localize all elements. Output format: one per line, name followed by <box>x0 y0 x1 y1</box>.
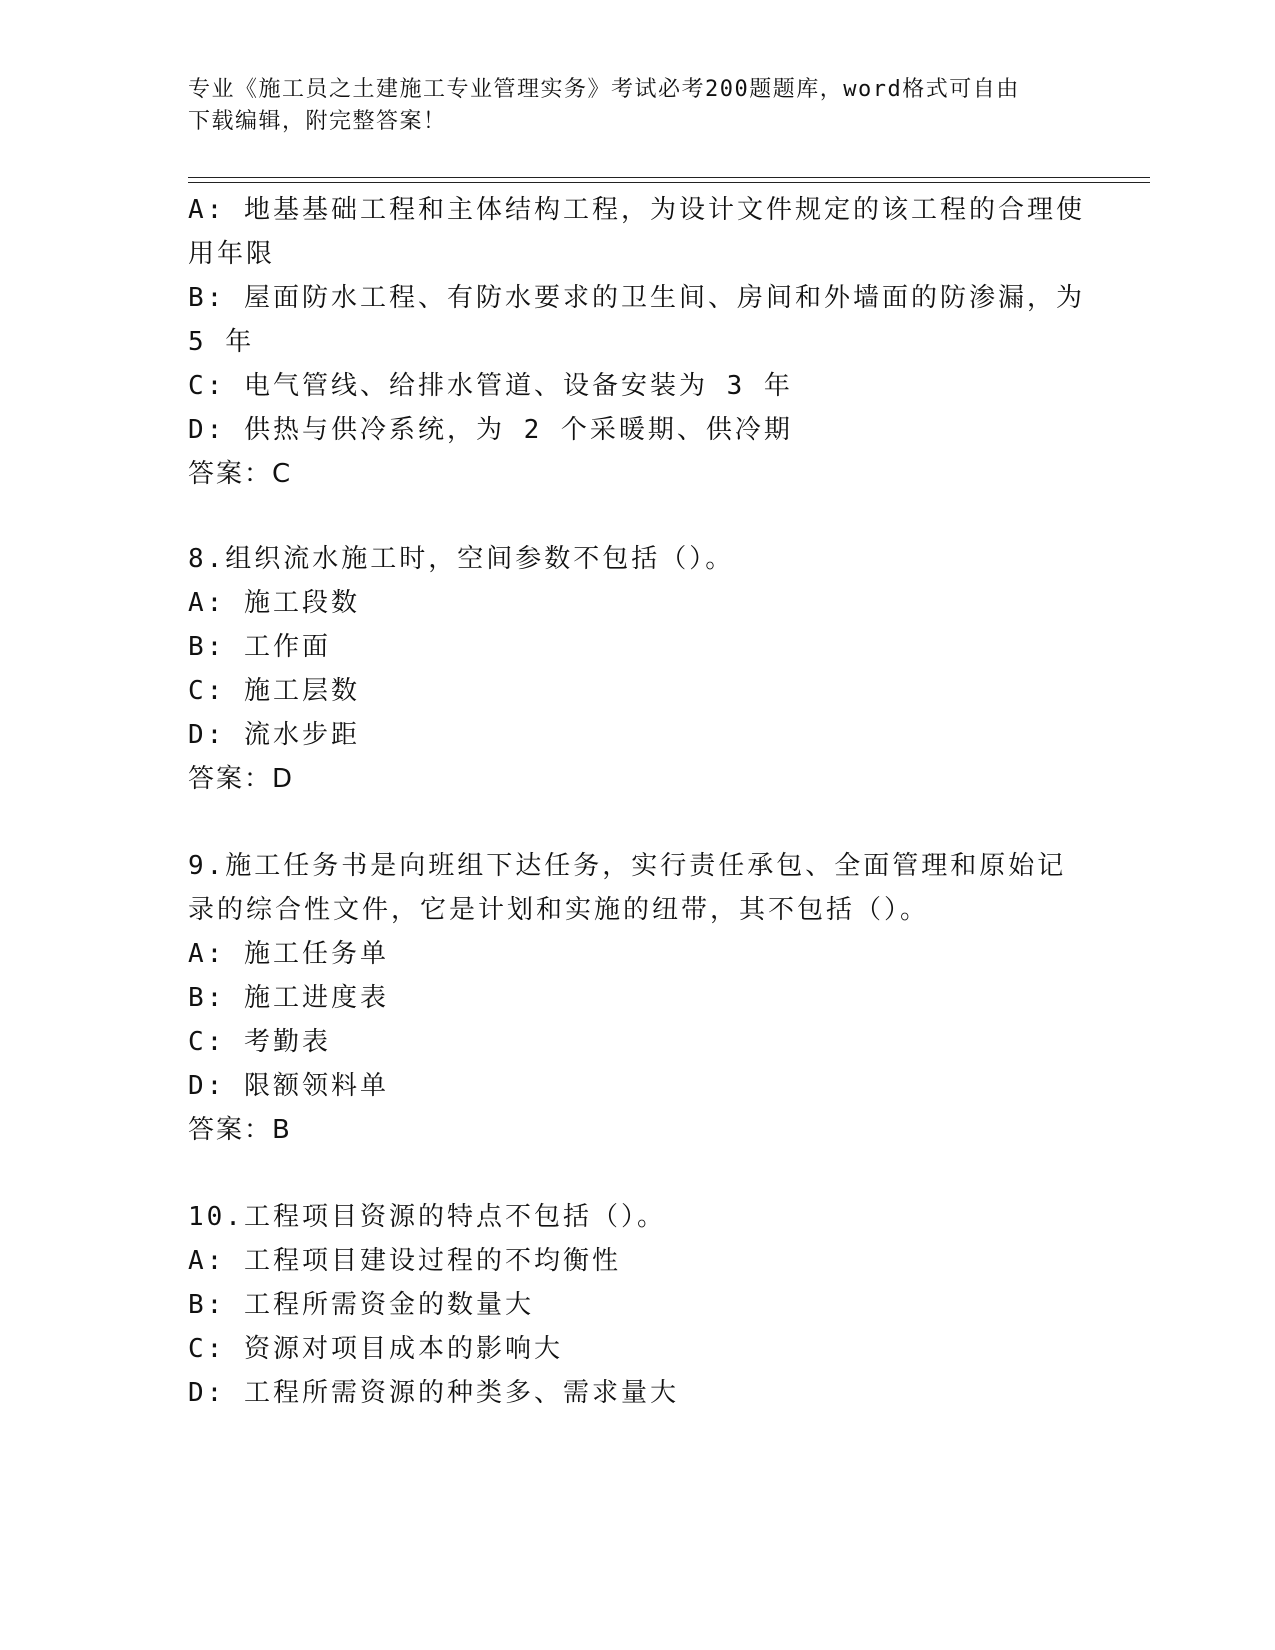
header-line-1: 专业《施工员之土建施工专业管理实务》考试必考200题题库，word格式可自由 <box>188 77 1020 102</box>
q9-answer: 答案：B <box>188 1115 292 1145</box>
document-header <box>188 74 1088 138</box>
header-divider-bottom <box>188 182 1150 183</box>
q7-option-a-line-2: 用年限 <box>188 239 276 269</box>
q7-option-b-line-1: B: 屋面防水工程、有防水要求的卫生间、房间和外墙面的防渗漏，为 <box>188 283 1085 313</box>
q8-question: 8.组织流水施工时，空间参数不包括（）。 <box>188 544 735 574</box>
q9-option-b: B: 施工进度表 <box>188 983 389 1013</box>
q10-option-c: C: 资源对项目成本的影响大 <box>188 1334 563 1364</box>
header-divider-top <box>188 177 1150 178</box>
q7-answer: 答案：C <box>188 459 293 489</box>
q9-option-d: D: 限额领料单 <box>188 1071 389 1101</box>
q8-answer: 答案：D <box>188 764 295 794</box>
q9-option-c: C: 考勤表 <box>188 1027 331 1057</box>
q8-option-a: A: 施工段数 <box>188 588 360 618</box>
q8-option-c: C: 施工层数 <box>188 676 360 706</box>
q7-option-d: D: 供热与供冷系统，为 2 个采暖期、供冷期 <box>188 415 793 445</box>
q8-option-b: B: 工作面 <box>188 632 331 662</box>
q9-question-line-1: 9.施工任务书是向班组下达任务，实行责任承包、全面管理和原始记 <box>188 851 1067 881</box>
header-line-2: 下载编辑，附完整答案！ <box>188 109 447 134</box>
q10-option-b: B: 工程所需资金的数量大 <box>188 1290 534 1320</box>
q7-option-a-line-1: A: 地基基础工程和主体结构工程，为设计文件规定的该工程的合理使 <box>188 195 1085 225</box>
q9-option-a: A: 施工任务单 <box>188 939 389 969</box>
q8-option-d: D: 流水步距 <box>188 720 360 750</box>
q10-question: 10.工程项目资源的特点不包括（）。 <box>188 1202 666 1232</box>
q7-option-b-line-2: 5 年 <box>188 327 255 357</box>
q7-option-c: C: 电气管线、给排水管道、设备安装为 3 年 <box>188 371 793 401</box>
q9-question-line-2: 录的综合性文件，它是计划和实施的纽带，其不包括（）。 <box>188 895 930 925</box>
q10-option-a: A: 工程项目建设过程的不均衡性 <box>188 1246 621 1276</box>
q10-option-d: D: 工程所需资源的种类多、需求量大 <box>188 1378 679 1408</box>
